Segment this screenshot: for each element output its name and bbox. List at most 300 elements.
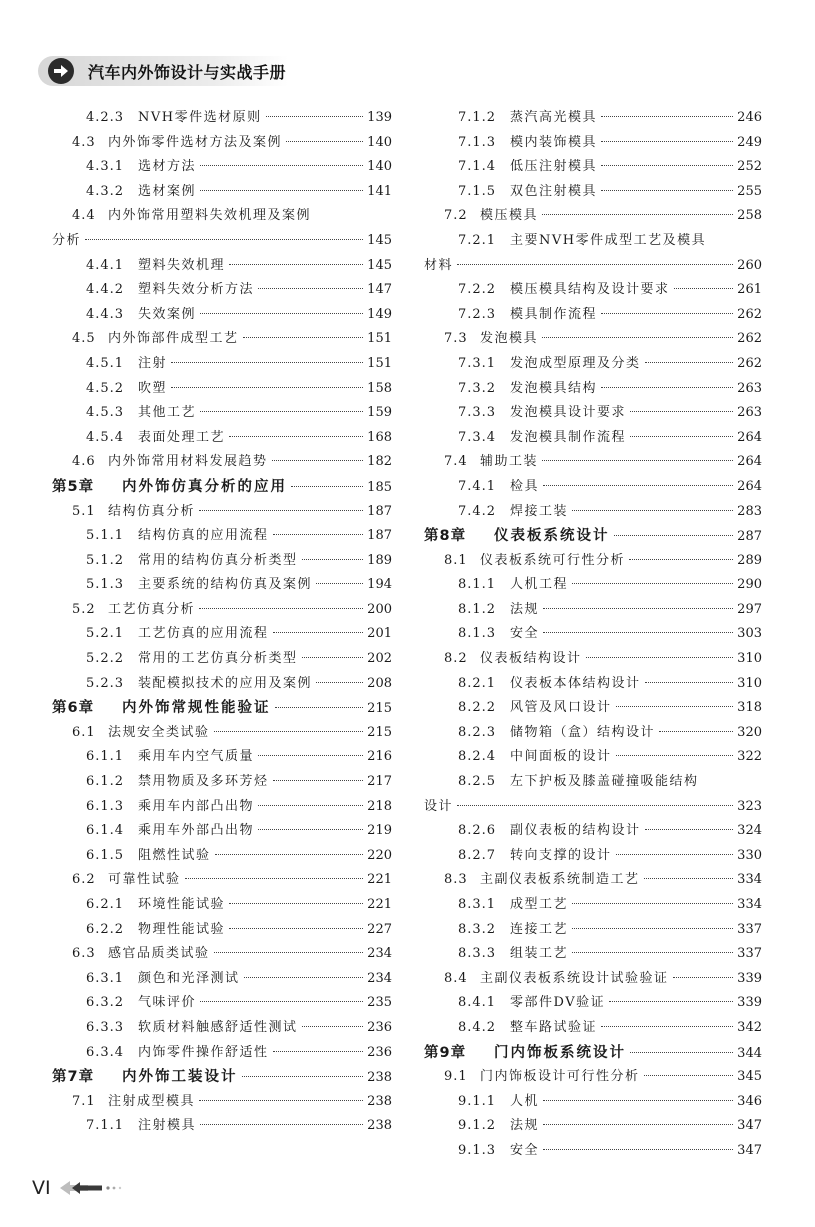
toc-entry — [424, 573, 762, 598]
toc-entry-number: 7.1.1 — [86, 1118, 125, 1134]
toc-entry-title: 连接工艺 — [510, 921, 569, 937]
toc-entry-number: 4.3.1 — [86, 159, 125, 175]
toc-entry-page: 141 — [367, 183, 392, 199]
toc-entry-page: 262 — [737, 331, 762, 347]
toc-entry-page: 236 — [367, 1044, 392, 1060]
toc-entry-number: 7.1.4 — [458, 159, 497, 175]
toc-entry-page: 323 — [737, 798, 762, 814]
dot-leader — [185, 878, 364, 879]
toc-entry — [424, 967, 762, 992]
toc-entry — [52, 844, 392, 869]
toc-entry — [424, 942, 762, 967]
dot-leader — [244, 977, 364, 978]
toc-entry-number: 6.2 — [72, 872, 96, 888]
dot-leader — [572, 952, 733, 953]
toc-entry-title: 吹塑 — [138, 380, 168, 396]
toc-entry-title: 仪表板系统设计 — [494, 528, 610, 545]
toc-entry-title: 储物箱（盒）结构设计 — [510, 724, 656, 740]
toc-entry — [52, 918, 392, 943]
toc-entry-page: 194 — [367, 577, 392, 593]
toc-entry-number: 第8章 — [424, 528, 467, 545]
page-number: VI — [32, 1177, 51, 1199]
dot-leader — [258, 288, 363, 289]
dot-leader — [242, 1076, 364, 1077]
toc-entry — [52, 991, 392, 1016]
toc-entry-title: 阻燃性试验 — [138, 847, 211, 863]
toc-entry — [424, 1090, 762, 1115]
toc-entry-number: 6.3.2 — [86, 995, 125, 1011]
toc-entry-title: 内饰零件操作舒适性 — [138, 1044, 269, 1060]
dot-leader — [302, 559, 364, 560]
toc-entry-number: 6.3.3 — [86, 1019, 125, 1035]
toc-entry — [52, 721, 392, 746]
toc-entry-page: 220 — [367, 847, 392, 863]
toc-entry-page: 320 — [737, 724, 762, 740]
toc-entry-page: 221 — [367, 872, 392, 888]
dot-leader — [601, 190, 733, 191]
dot-leader — [229, 903, 363, 904]
toc-entry — [52, 1114, 392, 1139]
toc-entry-page: 219 — [367, 823, 392, 839]
dot-leader — [543, 608, 733, 609]
toc-entry-title: 塑料失效机理 — [138, 257, 226, 273]
dot-leader — [630, 1052, 733, 1053]
dot-leader — [601, 116, 733, 117]
toc-entry-title: 整车路试验证 — [510, 1019, 598, 1035]
toc-entry — [52, 942, 392, 967]
dot-leader — [273, 534, 364, 535]
toc-entry — [424, 1016, 762, 1041]
dot-leader — [645, 682, 734, 683]
toc-entry-title: 结构仿真的应用流程 — [138, 528, 269, 544]
toc-entry-page: 318 — [737, 700, 762, 716]
toc-entry-number: 6.1.4 — [86, 823, 125, 839]
dot-leader — [171, 362, 363, 363]
toc-entry-page: 255 — [737, 183, 762, 199]
dot-leader — [629, 559, 733, 560]
toc-entry-title: 常用的工艺仿真分析类型 — [138, 651, 298, 667]
toc-entry-number: 8.2.7 — [458, 847, 497, 863]
toc-entry-title: 感官品质类试验 — [108, 946, 210, 962]
toc-chapter-entry — [424, 524, 762, 549]
toc-entry-number: 7.1 — [72, 1093, 96, 1109]
dot-leader — [616, 755, 734, 756]
toc-entry-number: 9.1.2 — [458, 1118, 497, 1134]
toc-entry — [424, 1114, 762, 1139]
toc-entry-number: 8.2.1 — [458, 675, 497, 691]
toc-entry — [424, 1139, 762, 1164]
toc-entry — [424, 180, 762, 205]
toc-entry — [424, 303, 762, 328]
toc-entry-title: 门内饰板系统设计 — [494, 1044, 626, 1061]
toc-entry — [424, 549, 762, 574]
toc-entry-page: 158 — [367, 380, 392, 396]
toc-entry-page: 236 — [367, 1019, 392, 1035]
toc-entry-number: 8.3 — [444, 872, 468, 888]
dot-leader — [572, 928, 733, 929]
toc-entry-page: 159 — [367, 405, 392, 421]
toc-entry — [424, 377, 762, 402]
toc-entry-number: 5.2.2 — [86, 651, 125, 667]
toc-entry — [424, 868, 762, 893]
toc-entry — [424, 131, 762, 156]
dot-leader — [214, 952, 364, 953]
toc-column-left — [52, 106, 392, 1139]
toc-entry-title: 左下护板及膝盖碰撞吸能结构 — [510, 774, 699, 790]
dot-leader — [616, 706, 734, 707]
toc-entry-title: 模具制作流程 — [510, 306, 598, 322]
toc-entry-number: 7.3.2 — [458, 380, 497, 396]
toc-entry — [52, 524, 392, 549]
toc-entry-page: 238 — [367, 1118, 392, 1134]
dot-leader — [586, 657, 734, 658]
toc-entry — [424, 278, 762, 303]
dot-leader — [200, 1124, 363, 1125]
toc-chapter-entry — [52, 696, 392, 721]
toc-entry-title: 低压注射模具 — [510, 159, 598, 175]
dot-leader — [601, 387, 733, 388]
toc-entry — [52, 1016, 392, 1041]
toc-entry-page: 238 — [367, 1093, 392, 1109]
dot-leader — [200, 1001, 363, 1002]
toc-entry — [424, 401, 762, 426]
toc-entry-page: 185 — [367, 479, 392, 495]
toc-entry-number: 4.2.3 — [86, 110, 125, 125]
toc-entry-title: 装配模拟技术的应用及案例 — [138, 675, 313, 691]
dot-leader — [291, 486, 363, 487]
toc-entry-number: 6.1 — [72, 724, 96, 740]
toc-entry-number: 7.2.2 — [458, 282, 497, 298]
toc-entry-page: 182 — [367, 454, 392, 470]
toc-entry-number: 6.3 — [72, 946, 96, 962]
toc-entry-title: 仪表板系统可行性分析 — [480, 552, 626, 568]
toc-entry-page: 339 — [737, 970, 762, 986]
dot-leader — [601, 1026, 733, 1027]
dot-leader — [243, 337, 364, 338]
toc-entry — [424, 819, 762, 844]
toc-entry-number: 第5章 — [52, 478, 95, 495]
toc-entry-title: 环境性能试验 — [138, 897, 226, 912]
dot-leader — [614, 535, 734, 536]
toc-entry-page: 263 — [737, 380, 762, 396]
toc-entry-title: 设计 — [424, 798, 454, 814]
toc-entry — [52, 401, 392, 426]
toc-entry-title: 主副仪表板系统设计试验验证 — [480, 970, 669, 986]
toc-entry — [52, 229, 392, 254]
dot-leader — [601, 165, 733, 166]
toc-entry — [52, 352, 392, 377]
toc-entry-title: 乘用车内空气质量 — [138, 749, 255, 765]
toc-entry-title: 人机工程 — [510, 577, 569, 593]
toc-entry-page: 324 — [737, 823, 762, 839]
toc-chapter-entry — [52, 475, 392, 500]
toc-entry-number: 8.1 — [444, 552, 468, 568]
toc-entry-title: 风管及风口设计 — [510, 700, 612, 716]
toc-entry-title: 颜色和光泽测试 — [138, 970, 240, 986]
toc-entry-title: 注射成型模具 — [108, 1093, 196, 1109]
dot-leader — [199, 1100, 363, 1101]
toc-entry — [52, 204, 392, 229]
toc-entry-number: 4.5.4 — [86, 429, 125, 445]
toc-entry-number: 7.3.4 — [458, 429, 497, 445]
dot-leader — [673, 977, 734, 978]
toc-entry — [424, 918, 762, 943]
toc-entry-number: 4.4.2 — [86, 282, 125, 298]
toc-entry-title: 失效案例 — [138, 306, 197, 322]
toc-entry — [52, 598, 392, 623]
toc-entry-page: 187 — [367, 528, 392, 544]
toc-entry-title: 模压模具结构及设计要求 — [510, 282, 670, 298]
toc-entry-page: 215 — [367, 701, 392, 717]
toc-entry-title: 内外饰常用材料发展趋势 — [108, 454, 268, 470]
toc-entry — [52, 327, 392, 352]
dot-leader — [215, 854, 364, 855]
toc-entry-number: 7.4.2 — [458, 503, 497, 519]
toc-entry-title: 内外饰部件成型工艺 — [108, 331, 239, 347]
toc-entry-number: 8.2 — [444, 651, 468, 667]
toc-entry-title: 选材案例 — [138, 183, 197, 199]
toc-entry-page: 310 — [737, 651, 762, 667]
toc-entry-number: 8.1.3 — [458, 626, 497, 642]
dot-leader — [630, 436, 733, 437]
toc-entry — [52, 377, 392, 402]
toc-entry-number: 4.6 — [72, 454, 96, 470]
dot-leader — [644, 1075, 734, 1076]
toc-entry-page: 234 — [367, 970, 392, 986]
toc-entry-title: 其他工艺 — [138, 405, 197, 421]
toc-entry — [52, 426, 392, 451]
toc-entry-page: 151 — [367, 331, 392, 347]
toc-entry-page: 297 — [737, 601, 762, 617]
toc-entry-number: 7.3.3 — [458, 405, 497, 421]
toc-entry-number: 7.2 — [444, 208, 468, 224]
toc-entry — [52, 1041, 392, 1066]
toc-entry-title: NVH零件选材原则 — [138, 110, 262, 125]
toc-entry-page: 200 — [367, 601, 392, 617]
toc-entry-number: 6.3.1 — [86, 970, 125, 986]
dot-leader — [543, 1124, 733, 1125]
dot-leader — [302, 657, 364, 658]
toc-entry — [52, 131, 392, 156]
toc-entry-title: 工艺仿真分析 — [108, 601, 196, 617]
toc-entry-title: 发泡成型原理及分类 — [510, 355, 641, 371]
toc-entry-page: 342 — [737, 1019, 762, 1035]
toc-entry-number: 7.1.5 — [458, 183, 497, 199]
toc-entry-title: 人机 — [510, 1093, 540, 1109]
toc-entry — [52, 967, 392, 992]
toc-entry-page: 346 — [737, 1093, 762, 1109]
dot-leader — [601, 313, 733, 314]
toc-entry — [52, 254, 392, 279]
toc-entry-number: 6.1.3 — [86, 798, 125, 814]
toc-entry — [52, 573, 392, 598]
toc-entry-title: 双色注射模具 — [510, 183, 598, 199]
toc-entry — [52, 500, 392, 525]
toc-entry-number: 8.1.1 — [458, 577, 497, 593]
toc-entry-page: 202 — [367, 651, 392, 667]
toc-entry-title: 发泡模具 — [480, 331, 539, 347]
toc-entry-number: 5.1 — [72, 503, 96, 519]
dot-leader — [200, 411, 363, 412]
toc-entry-title: 物理性能试验 — [138, 921, 226, 937]
toc-entry-title: 发泡模具制作流程 — [510, 429, 627, 445]
dot-leader — [214, 731, 364, 732]
toc-entry-page: 347 — [737, 1142, 762, 1158]
toc-entry-number: 7.2.3 — [458, 306, 497, 322]
dot-leader — [286, 141, 363, 142]
dot-leader — [645, 829, 734, 830]
toc-entry-page: 262 — [737, 306, 762, 322]
dot-leader — [171, 387, 363, 388]
toc-entry — [52, 745, 392, 770]
toc-entry-number: 5.1.2 — [86, 552, 125, 568]
toc-entry-title: 转向支撑的设计 — [510, 847, 612, 863]
toc-entry-page: 187 — [367, 503, 392, 519]
toc-entry-title: 门内饰板设计可行性分析 — [480, 1069, 640, 1085]
toc-entry-number: 4.5.2 — [86, 380, 125, 396]
toc-entry-title: 软质材料触感舒适性测试 — [138, 1019, 298, 1035]
toc-entry — [52, 647, 392, 672]
toc-entry — [424, 155, 762, 180]
dot-leader — [258, 755, 363, 756]
dot-leader — [616, 854, 734, 855]
toc-entry — [52, 795, 392, 820]
toc-entry-page: 221 — [367, 897, 392, 912]
toc-entry — [424, 450, 762, 475]
toc-entry-number: 7.4 — [444, 454, 468, 470]
toc-entry — [424, 475, 762, 500]
toc-entry — [52, 672, 392, 697]
toc-entry-page: 145 — [367, 257, 392, 273]
dot-leader — [199, 510, 363, 511]
toc-entry-page: 140 — [367, 159, 392, 175]
toc-entry — [424, 327, 762, 352]
toc-entry-number: 8.2.2 — [458, 700, 497, 716]
toc-entry-title: 发泡模具结构 — [510, 380, 598, 396]
dot-leader — [199, 608, 363, 609]
toc-entry-page: 262 — [737, 355, 762, 371]
toc-entry-title: 法规 — [510, 1118, 540, 1134]
toc-entry-page: 234 — [367, 946, 392, 962]
toc-entry-page: 264 — [737, 429, 762, 445]
toc-entry-page: 339 — [737, 995, 762, 1011]
toc-entry-title: 乘用车外部凸出物 — [138, 823, 255, 839]
toc-entry — [424, 204, 762, 229]
toc-entry-title: 组装工艺 — [510, 946, 569, 962]
toc-entry-number: 8.4.1 — [458, 995, 497, 1011]
toc-entry-page: 310 — [737, 675, 762, 691]
dot-leader — [200, 313, 363, 314]
dot-leader — [543, 485, 733, 486]
toc-entry-page: 249 — [737, 134, 762, 150]
toc-entry-number: 6.2.1 — [86, 897, 125, 912]
dot-leader — [630, 411, 733, 412]
toc-entry-title: 零部件DV验证 — [510, 995, 606, 1011]
toc-entry-page: 151 — [367, 355, 392, 371]
toc-entry-title: 内外饰常规性能验证 — [122, 700, 271, 717]
toc-entry — [52, 278, 392, 303]
dot-leader — [542, 460, 733, 461]
toc-entry-number: 第6章 — [52, 700, 95, 717]
toc-entry-title: 内外饰常用塑料失效机理及案例 — [108, 208, 312, 224]
toc-entry-page: 261 — [737, 282, 762, 298]
toc-entry-title: 塑料失效分析方法 — [138, 282, 255, 298]
toc-entry-number: 第7章 — [52, 1069, 95, 1086]
toc-entry-page: 189 — [367, 552, 392, 568]
toc-entry — [424, 500, 762, 525]
toc-entry — [424, 672, 762, 697]
toc-entry-page: 290 — [737, 577, 762, 593]
toc-entry-page: 218 — [367, 798, 392, 814]
dot-leader — [645, 362, 734, 363]
toc-entry-title: 安全 — [510, 1142, 540, 1158]
dot-leader — [302, 1026, 364, 1027]
toc-entry-number: 6.1.5 — [86, 847, 125, 863]
toc-entry — [52, 868, 392, 893]
toc-entry-number: 8.1.2 — [458, 601, 497, 617]
dot-leader — [543, 632, 733, 633]
toc-entry-page: 334 — [737, 897, 762, 912]
toc-entry-number: 8.2.6 — [458, 823, 497, 839]
toc-entry-number: 7.4.1 — [458, 478, 497, 494]
dot-leader — [457, 264, 733, 265]
toc-entry — [52, 450, 392, 475]
toc-entry-title: 工艺仿真的应用流程 — [138, 626, 269, 642]
toc-entry-number: 8.2.3 — [458, 724, 497, 740]
dot-leader — [674, 288, 734, 289]
toc-entry-title: 模内装饰模具 — [510, 134, 598, 150]
toc-entry-title: 仪表板结构设计 — [480, 651, 582, 667]
toc-entry-page: 252 — [737, 159, 762, 175]
toc-entry — [424, 893, 762, 918]
toc-entry-title: 主要系统的结构仿真及案例 — [138, 577, 313, 593]
toc-entry-page: 238 — [367, 1070, 392, 1086]
toc-entry-page: 322 — [737, 749, 762, 765]
toc-entry-title: 主副仪表板系统制造工艺 — [480, 872, 640, 888]
toc-entry-title: 内外饰仿真分析的应用 — [122, 478, 287, 495]
dot-leader — [266, 116, 364, 117]
toc-entry-page: 140 — [367, 134, 392, 150]
dot-leader — [258, 805, 363, 806]
toc-entry-title: 常用的结构仿真分析类型 — [138, 552, 298, 568]
toc-entry-page: 149 — [367, 306, 392, 322]
toc-entry-page: 216 — [367, 749, 392, 765]
toc-entry-title: 成型工艺 — [510, 897, 569, 912]
toc-entry-title: 安全 — [510, 626, 540, 642]
book-title: 汽车内外饰设计与实战手册 — [88, 63, 287, 82]
toc-entry-title: 乘用车内部凸出物 — [138, 798, 255, 814]
toc-entry — [424, 598, 762, 623]
toc-entry — [424, 426, 762, 451]
toc-entry-number: 4.4.1 — [86, 257, 125, 273]
toc-entry-number: 4.5 — [72, 331, 96, 347]
toc-entry-title: 仪表板本体结构设计 — [510, 675, 641, 691]
toc-entry-number: 5.2.1 — [86, 626, 125, 642]
toc-entry — [52, 180, 392, 205]
toc-entry — [52, 106, 392, 131]
toc-entry-page: 264 — [737, 478, 762, 494]
dot-leader — [542, 337, 733, 338]
toc-entry-number: 6.3.4 — [86, 1044, 125, 1060]
toc-entry — [424, 795, 762, 820]
toc-entry-number: 4.3 — [72, 134, 96, 150]
toc-entry-page: 287 — [737, 529, 762, 545]
toc-entry — [52, 770, 392, 795]
toc-entry-title: 发泡模具设计要求 — [510, 405, 627, 421]
toc-entry-number: 8.3.2 — [458, 921, 497, 937]
dot-leader — [273, 780, 364, 781]
toc-entry — [424, 991, 762, 1016]
